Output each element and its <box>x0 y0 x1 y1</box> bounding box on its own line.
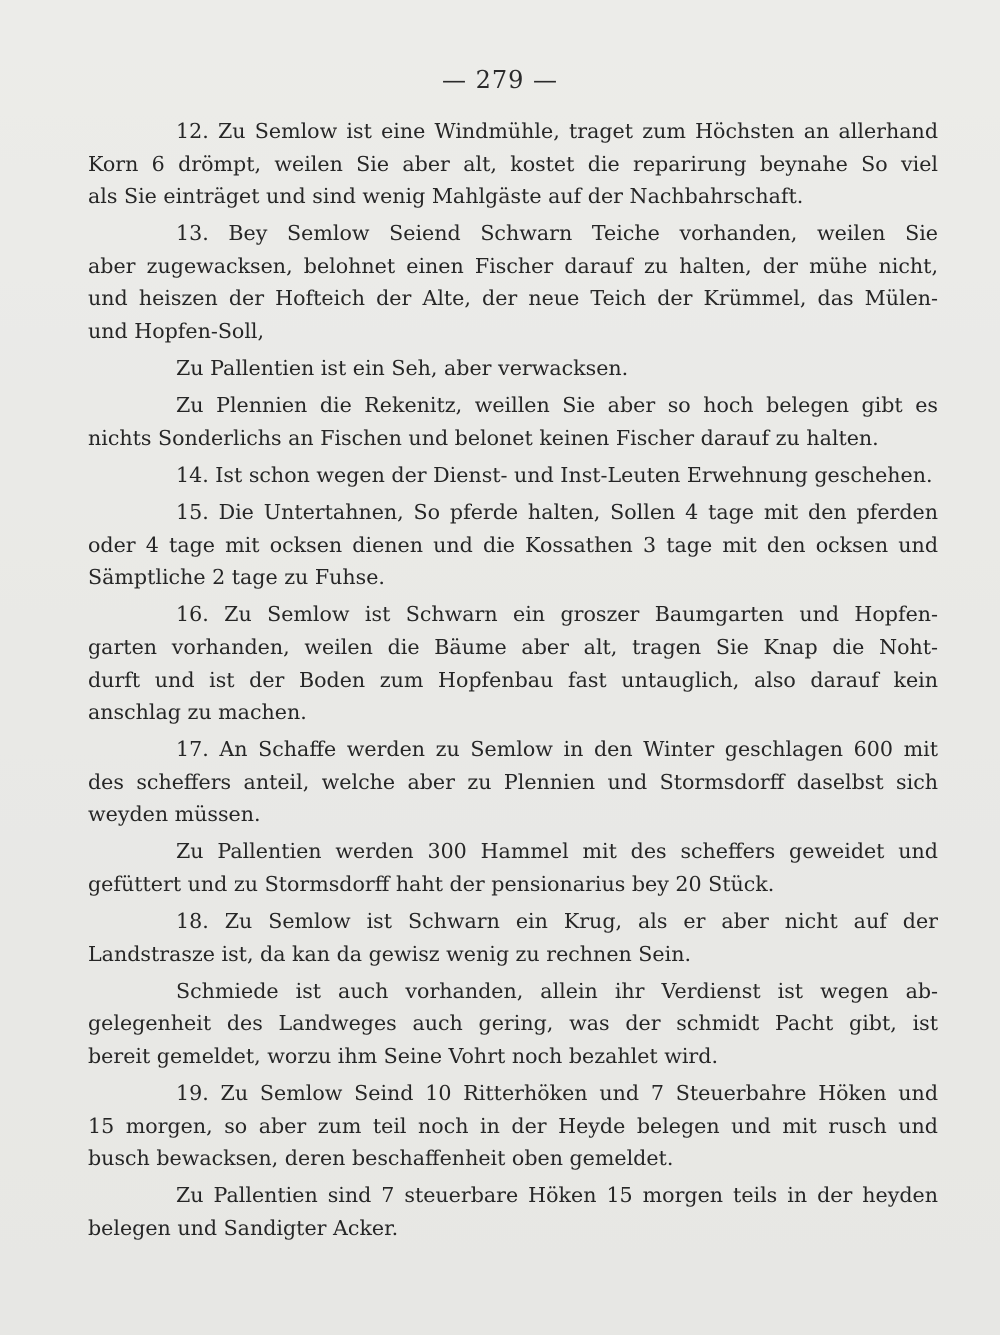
text-line: Sämptliche 2 tage zu Fuhse. <box>88 565 385 590</box>
text-line: und heiszen der Hofteich der Alte, der neue Teich der Krümmel, das Mülen- <box>88 286 938 311</box>
paragraph <box>88 496 938 594</box>
text-line: des scheffers anteil, welche aber zu Plennien und Stormsdorff daselbst sich <box>88 769 938 794</box>
paragraph <box>88 835 938 900</box>
paragraph <box>88 217 938 347</box>
paragraph <box>88 905 938 970</box>
text-line: nichts Sonderlichs an Fischen und belonet keinen Fischer darauf zu halten. <box>88 425 879 450</box>
paragraph <box>88 115 938 213</box>
text-line: Zu Pallentien ist ein Seh, aber verwacksen. <box>176 356 629 381</box>
text-line: oder 4 tage mit ocksen dienen und die Kossathen 3 tage mit den ocksen und <box>88 532 938 557</box>
text-line: und Hopfen-Soll, <box>88 319 265 344</box>
text-line: Korn 6 drömpt, weilen Sie aber alt, kostet die reparirung beynahe So viel <box>88 151 938 176</box>
text-line: gelegenheit des Landweges auch gering, was der schmidt Pacht gibt, ist <box>88 1011 938 1036</box>
text-line: 18. Zu Semlow ist Schwarn ein Krug, als er aber nicht auf der <box>176 909 938 934</box>
page-body-text <box>88 115 938 1249</box>
text-line: 12. Zu Semlow ist eine Windmühle, traget zum Höchsten an allerhand <box>176 119 938 143</box>
text-line: 15. Die Untertahnen, So pferde halten, Sollen 4 tage mit den pferden <box>176 500 938 525</box>
text-line: Landstrasze ist, da kan da gewisz wenig zu rechnen Sein. <box>88 941 692 966</box>
text-line: Zu Pallentien werden 300 Hammel mit des scheffers geweidet und <box>176 839 938 864</box>
paragraph <box>88 975 938 1073</box>
paragraph <box>88 598 938 728</box>
paragraph <box>88 352 938 385</box>
text-line: 17. An Schaffe werden zu Semlow in den Winter geschlagen 600 mit <box>176 737 938 762</box>
text-line: bereit gemeldet, worzu ihm Seine Vohrt noch bezahlet wird. <box>88 1044 719 1069</box>
paragraph <box>88 733 938 831</box>
text-line: als Sie einträget und sind wenig Mahlgäste auf der Nachbahrschaft. <box>88 184 804 209</box>
text-line: belegen und Sandigter Acker. <box>88 1216 399 1240</box>
text-line: Zu Plennien die Rekenitz, weillen Sie aber so hoch belegen gibt es <box>176 393 938 418</box>
paragraph <box>88 459 938 492</box>
text-line: 15 morgen, so aber zum teil noch in der Heyde belegen und mit rusch und <box>88 1113 938 1138</box>
text-line: 13. Bey Semlow Seiend Schwarn Teiche vorhanden, weilen Sie <box>176 221 938 246</box>
paragraph <box>88 389 938 454</box>
text-line: anschlag zu machen. <box>88 700 307 725</box>
text-line: Zu Pallentien sind 7 steuerbare Höken 15 morgen teils in der heyden <box>176 1183 938 1208</box>
text-line: gefüttert und zu Stormsdorff haht der pensionarius bey 20 Stück. <box>88 872 775 897</box>
paragraph <box>88 1077 938 1175</box>
text-line: weyden müssen. <box>88 802 261 827</box>
text-line: 19. Zu Semlow Seind 10 Ritterhöken und 7 Steuerbahre Höken und <box>176 1081 938 1106</box>
text-line: busch bewacksen, deren beschaffenheit oben gemeldet. <box>88 1146 674 1171</box>
text-line: 14. Ist schon wegen der Dienst- und Inst-Leuten Erwehnung geschehen. <box>176 462 933 487</box>
text-line: aber zugewacksen, belohnet einen Fischer darauf zu halten, der mühe nicht, <box>88 253 938 278</box>
text-line: durft und ist der Boden zum Hopfenbau fast untauglich, also darauf kein <box>88 667 938 692</box>
text-line: Schmiede ist auch vorhanden, allein ihr Verdienst ist wegen ab- <box>176 978 938 1003</box>
paragraph <box>88 1179 938 1244</box>
page-number: — 279 — <box>441 66 559 94</box>
text-line: 16. Zu Semlow ist Schwarn ein groszer Baumgarten und Hopfen- <box>176 602 938 627</box>
text-line: garten vorhanden, weilen die Bäume aber alt, tragen Sie Knap die Noht- <box>88 634 938 659</box>
